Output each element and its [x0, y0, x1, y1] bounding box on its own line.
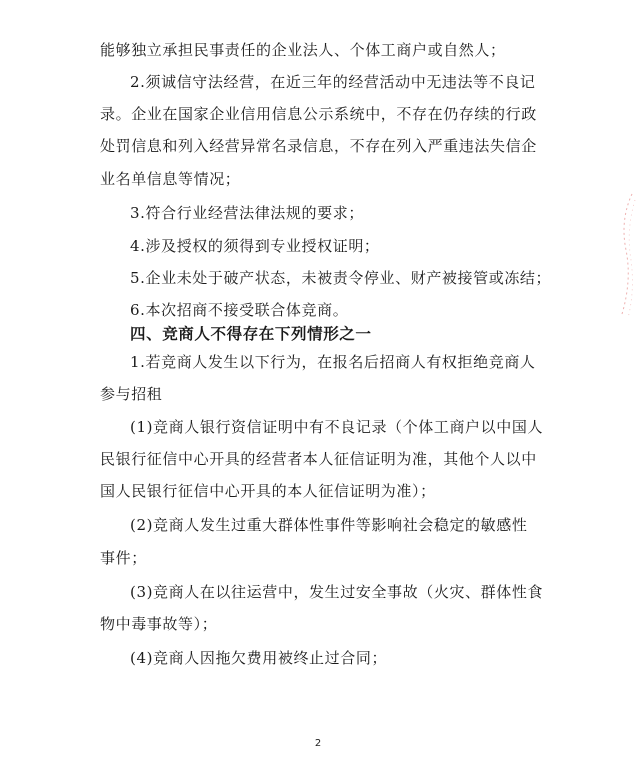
seal-stamp-trace	[612, 190, 636, 320]
text-line: 2.须诚信守法经营，在近三年的经营活动中无违法等不良记	[130, 73, 536, 91]
text-line: 3.符合行业经营法律法规的要求；	[130, 204, 364, 222]
text-line: 录。企业在国家企业信用信息公示系统中，不存在仍存续的行政	[100, 105, 537, 123]
section-heading: 四、竞商人不得存在下列情形之一	[130, 325, 372, 343]
text-line: 1.若竞商人发生以下行为，在报名后招商人有权拒绝竞商人	[130, 353, 536, 371]
text-line: 事件；	[100, 549, 147, 567]
text-line: 4.涉及授权的须得到专业授权证明；	[130, 237, 380, 255]
text-line: 业名单信息等情况；	[100, 170, 241, 188]
text-line: (1)竞商人银行资信证明中有不良记录（个体工商户以中国人	[130, 418, 544, 436]
text-line: (3)竞商人在以往运营中，发生过安全事故（火灾、群体性食	[130, 583, 544, 601]
text-line: 国人民银行征信中心开具的本人征信证明为准）；	[100, 482, 436, 500]
text-line: (2)竞商人发生过重大群体性事件等影响社会稳定的敏感性	[130, 516, 528, 534]
page-number: 2	[314, 738, 322, 749]
text-line: 能够独立承担民事责任的企业法人、个体工商户或自然人；	[100, 41, 506, 59]
text-line: 物中毒事故等）；	[100, 615, 218, 633]
text-line: 6.本次招商不接受联合体竞商。	[130, 301, 349, 319]
text-line: 参与招租	[100, 385, 163, 403]
text-line: (4)竞商人因拖欠费用被终止过合同；	[130, 649, 388, 667]
text-line: 民银行征信中心开具的经营者本人征信证明为准，其他个人以中	[100, 450, 537, 468]
text-line: 处罚信息和列入经营异常名录信息，不存在列入严重违法失信企	[100, 137, 537, 155]
text-line: 5.企业未处于破产状态，未被责令停业、财产被接管或冻结；	[130, 269, 552, 287]
